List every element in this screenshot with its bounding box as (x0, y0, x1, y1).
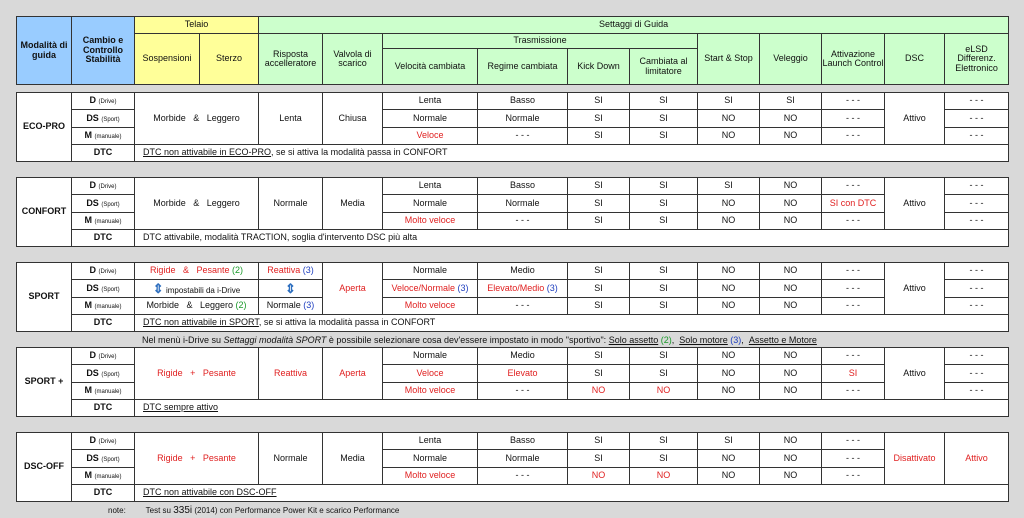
sportplus-cambiata-m: NO (630, 382, 698, 399)
sportplus-start-ds: NO (698, 365, 760, 382)
dscoff-elsd: Attivo (945, 433, 1009, 485)
sport-risposta-top: Reattiva (3) (259, 263, 323, 280)
eco-start-ds: NO (698, 110, 760, 127)
header-table (16, 16, 1009, 85)
dscoff-veleggio-d: NO (760, 433, 822, 450)
eco-cambiata-ds: SI (630, 110, 698, 127)
gear-d: D (Drive) (72, 348, 135, 365)
sport-risposta-bot: Normale (3) (259, 297, 323, 314)
eco-reg-ds: Normale (478, 110, 568, 127)
sport-kick-d: SI (568, 263, 630, 280)
dscoff-cambiata-ds: SI (630, 450, 698, 467)
dscoff-kick-m: NO (568, 467, 630, 484)
eco-dsc: Attivo (885, 93, 945, 145)
dscoff-valvola: Media (323, 433, 383, 485)
confort-vel-ds: Normale (383, 195, 478, 212)
header-dsc: DSC (885, 34, 945, 85)
eco-elsd-d: - - - (945, 93, 1009, 110)
confort-elsd-m: - - - (945, 212, 1009, 229)
sportplus-cambiata-ds: SI (630, 365, 698, 382)
dscoff-start-d: SI (698, 433, 760, 450)
sportplus-elsd-d: - - - (945, 348, 1009, 365)
dscoff-dsc: Disattivato (885, 433, 945, 485)
footer-label: note: (108, 506, 126, 515)
confort-cambiata-d: SI (630, 178, 698, 195)
sportplus-elsd-ds: - - - (945, 365, 1009, 382)
sport-vel-m: Molto veloce (383, 297, 478, 314)
header-sospensioni: Sospensioni (135, 34, 200, 85)
sportplus-cambiata-d: SI (630, 348, 698, 365)
eco-telaio: Morbide & Leggero (135, 93, 259, 145)
sport-launch-ds: - - - (822, 280, 885, 297)
gear-m: M (manuale) (72, 127, 135, 144)
header-telaio: Telaio (135, 17, 259, 34)
eco-reg-d: Basso (478, 93, 568, 110)
sport-elsd-m: - - - (945, 297, 1009, 314)
sport-kick-m: SI (568, 297, 630, 314)
dscoff-dtc-note: DTC non attivabile con DSC-OFF (135, 484, 1009, 501)
confort-cambiata-ds: SI (630, 195, 698, 212)
sport-dtc-note: DTC non attivabile in SPORT, se si attiva la modalità passa in CONFORT (135, 314, 1009, 331)
header-cambio: Cambio e Controllo Stabilità (72, 17, 135, 85)
header-sterzo: Sterzo (200, 34, 259, 85)
confort-kick-ds: SI (568, 195, 630, 212)
header-regime: Regime cambiata (478, 49, 568, 85)
gear-dtc: DTC (72, 229, 135, 246)
gear-d: D (Drive) (72, 93, 135, 110)
eco-elsd-ds: - - - (945, 110, 1009, 127)
sport-start-d: NO (698, 263, 760, 280)
sport-reg-ds: Elevato/Medio (3) (478, 280, 568, 297)
sport-start-m: NO (698, 297, 760, 314)
gear-ds: DS (Sport) (72, 365, 135, 382)
header-valvola: Valvola di scarico (323, 34, 383, 85)
sport-dsc: Attivo (885, 263, 945, 315)
dscoff-vel-m: Molto veloce (383, 467, 478, 484)
sport-elsd-d: - - - (945, 263, 1009, 280)
sport-veleggio-ds: NO (760, 280, 822, 297)
gear-d: D (Drive) (72, 433, 135, 450)
confort-kick-d: SI (568, 178, 630, 195)
sport-vel-d: Normale (383, 263, 478, 280)
mode-sport: SPORT (17, 263, 72, 332)
confort-veleggio-d: NO (760, 178, 822, 195)
header-start: Start & Stop (698, 34, 760, 85)
dscoff-launch-m: - - - (822, 467, 885, 484)
sportplus-kick-ds: SI (568, 365, 630, 382)
confort-elsd-d: - - - (945, 178, 1009, 195)
sport-vel-ds: Veloce/Normale (3) (383, 280, 478, 297)
sport-cambiata-d: SI (630, 263, 698, 280)
sportplus-telaio: Rigide + Pesante (135, 348, 259, 400)
eco-elsd-m: - - - (945, 127, 1009, 144)
confort-vel-m: Molto veloce (383, 212, 478, 229)
sport-elsd-ds: - - - (945, 280, 1009, 297)
confort-dsc: Attivo (885, 178, 945, 230)
confort-telaio: Morbide & Leggero (135, 178, 259, 230)
eco-kick-m: SI (568, 127, 630, 144)
confort-launch-m: - - - (822, 212, 885, 229)
eco-veleggio-ds: NO (760, 110, 822, 127)
footer-note: note: Test su 335i (2014) con Performance Power Kit e scarico Performance (108, 505, 400, 516)
sport-valvola: Aperta (323, 263, 383, 315)
sport-risposta-mid (259, 280, 323, 297)
mode-eco-pro: ECO-PRO (17, 93, 72, 162)
header-velocita: Velocità cambiata (383, 49, 478, 85)
sportplus-vel-m: Molto veloce (383, 382, 478, 399)
confort-dtc-note: DTC attivabile, modalità TRACTION, soglia d'intervento DSC più alta (135, 229, 1009, 246)
eco-cambiata-m: SI (630, 127, 698, 144)
dscoff-telaio: Rigide + Pesante (135, 433, 259, 485)
dscoff-cambiata-m: NO (630, 467, 698, 484)
gear-d: D (Drive) (72, 263, 135, 280)
sportplus-veleggio-ds: NO (760, 365, 822, 382)
sportplus-vel-d: Normale (383, 348, 478, 365)
eco-vel-d: Lenta (383, 93, 478, 110)
sportplus-elsd-m: - - - (945, 382, 1009, 399)
block-sport (16, 262, 1009, 332)
sportplus-valvola: Aperta (323, 348, 383, 400)
dscoff-launch-ds: - - - (822, 450, 885, 467)
mode-dsc-off: DSC-OFF (17, 433, 72, 502)
gear-dtc: DTC (72, 399, 135, 416)
dscoff-vel-d: Lenta (383, 433, 478, 450)
confort-launch-ds: SI con DTC (822, 195, 885, 212)
confort-veleggio-ds: NO (760, 195, 822, 212)
dscoff-kick-ds: SI (568, 450, 630, 467)
sportplus-reg-d: Medio (478, 348, 568, 365)
sport-telaio-mid: ⇕ impostabili da i-Drive (135, 280, 259, 297)
dscoff-reg-m: - - - (478, 467, 568, 484)
dscoff-start-m: NO (698, 467, 760, 484)
confort-veleggio-m: NO (760, 212, 822, 229)
confort-cambiata-m: SI (630, 212, 698, 229)
sportplus-launch-m: - - - (822, 382, 885, 399)
eco-launch-d: - - - (822, 93, 885, 110)
sport-veleggio-m: NO (760, 297, 822, 314)
gear-ds: DS (Sport) (72, 195, 135, 212)
confort-reg-d: Basso (478, 178, 568, 195)
sportplus-dtc-note: DTC sempre attivo (135, 399, 1009, 416)
confort-reg-ds: Normale (478, 195, 568, 212)
header-launch: Attivazione Launch Control (822, 34, 885, 85)
sportplus-start-m: NO (698, 382, 760, 399)
eco-veleggio-d: SI (760, 93, 822, 110)
sport-reg-m: - - - (478, 297, 568, 314)
dscoff-vel-ds: Normale (383, 450, 478, 467)
eco-kick-ds: SI (568, 110, 630, 127)
header-risposta: Risposta accelleratore (259, 34, 323, 85)
sportplus-kick-m: NO (568, 382, 630, 399)
eco-launch-m: - - - (822, 127, 885, 144)
gear-ds: DS (Sport) (72, 280, 135, 297)
eco-reg-m: - - - (478, 127, 568, 144)
eco-risposta: Lenta (259, 93, 323, 145)
dscoff-cambiata-d: SI (630, 433, 698, 450)
eco-veleggio-m: NO (760, 127, 822, 144)
sport-start-ds: NO (698, 280, 760, 297)
confort-kick-m: SI (568, 212, 630, 229)
sportplus-risposta: Reattiva (259, 348, 323, 400)
confort-vel-d: Lenta (383, 178, 478, 195)
idrive-note: Nel menù i-Drive su Settaggi modalità SPORT è possibile selezionare cosa dev'essere impostato in modo "sportivo": Solo assetto (2), Solo motore (3), Assetto e Motore (142, 335, 817, 345)
sport-reg-d: Medio (478, 263, 568, 280)
block-dsc-off (16, 432, 1009, 502)
header-kick: Kick Down (568, 49, 630, 85)
gear-m: M (manuale) (72, 297, 135, 314)
dscoff-risposta: Normale (259, 433, 323, 485)
eco-launch-ds: - - - (822, 110, 885, 127)
sport-veleggio-d: NO (760, 263, 822, 280)
dscoff-kick-d: SI (568, 433, 630, 450)
gear-ds: DS (Sport) (72, 110, 135, 127)
gear-d: D (Drive) (72, 178, 135, 195)
sport-launch-m: - - - (822, 297, 885, 314)
mode-sport-plus: SPORT + (17, 348, 72, 417)
confort-start-m: NO (698, 212, 760, 229)
eco-valvola: Chiusa (323, 93, 383, 145)
confort-elsd-ds: - - - (945, 195, 1009, 212)
gear-m: M (manuale) (72, 212, 135, 229)
sport-kick-ds: SI (568, 280, 630, 297)
confort-launch-d: - - - (822, 178, 885, 195)
confort-reg-m: - - - (478, 212, 568, 229)
dscoff-launch-d: - - - (822, 433, 885, 450)
gear-m: M (manuale) (72, 382, 135, 399)
block-sport-plus (16, 347, 1009, 417)
sportplus-start-d: NO (698, 348, 760, 365)
sportplus-reg-ds: Elevato (478, 365, 568, 382)
header-mode: Modalità di guida (17, 17, 72, 85)
gear-ds: DS (Sport) (72, 450, 135, 467)
eco-dtc-note: DTC non attivabile in ECO-PRO, se si attiva la modalità passa in CONFORT (135, 144, 1009, 161)
sport-telaio-top: Rigide & Pesante (2) (135, 263, 259, 280)
confort-start-d: SI (698, 178, 760, 195)
sportplus-dsc: Attivo (885, 348, 945, 400)
block-eco-pro (16, 92, 1009, 162)
sportplus-veleggio-m: NO (760, 382, 822, 399)
eco-vel-ds: Normale (383, 110, 478, 127)
gear-m: M (manuale) (72, 467, 135, 484)
sportplus-veleggio-d: NO (760, 348, 822, 365)
mode-confort: CONFORT (17, 178, 72, 247)
dscoff-veleggio-ds: NO (760, 450, 822, 467)
updown-arrow-icon: ⇕ (285, 280, 296, 296)
sportplus-kick-d: SI (568, 348, 630, 365)
confort-risposta: Normale (259, 178, 323, 230)
dscoff-veleggio-m: NO (760, 467, 822, 484)
header-elsd: eLSD Differenz. Elettronico (945, 34, 1009, 85)
sport-launch-d: - - - (822, 263, 885, 280)
sportplus-launch-d: - - - (822, 348, 885, 365)
gear-dtc: DTC (72, 314, 135, 331)
sport-telaio-bot: Morbide & Leggero (2) (135, 297, 259, 314)
dscoff-start-ds: NO (698, 450, 760, 467)
header-trasmissione: Trasmissione (383, 34, 698, 49)
block-confort (16, 177, 1009, 247)
eco-start-m: NO (698, 127, 760, 144)
sportplus-launch-ds: SI (822, 365, 885, 382)
sportplus-vel-ds: Veloce (383, 365, 478, 382)
sport-cambiata-ds: SI (630, 280, 698, 297)
gear-dtc: DTC (72, 484, 135, 501)
dscoff-reg-d: Basso (478, 433, 568, 450)
confort-start-ds: NO (698, 195, 760, 212)
header-cambiata: Cambiata al limitatore (630, 49, 698, 85)
confort-valvola: Media (323, 178, 383, 230)
sport-cambiata-m: SI (630, 297, 698, 314)
eco-vel-m: Veloce (383, 127, 478, 144)
updown-arrow-icon: ⇕ (152, 280, 164, 296)
dscoff-reg-ds: Normale (478, 450, 568, 467)
header-veleggio: Veleggio (760, 34, 822, 85)
eco-cambiata-d: SI (630, 93, 698, 110)
eco-kick-d: SI (568, 93, 630, 110)
header-settaggi: Settaggi di Guida (259, 17, 1009, 34)
gear-dtc: DTC (72, 144, 135, 161)
eco-start-d: SI (698, 93, 760, 110)
sportplus-reg-m: - - - (478, 382, 568, 399)
